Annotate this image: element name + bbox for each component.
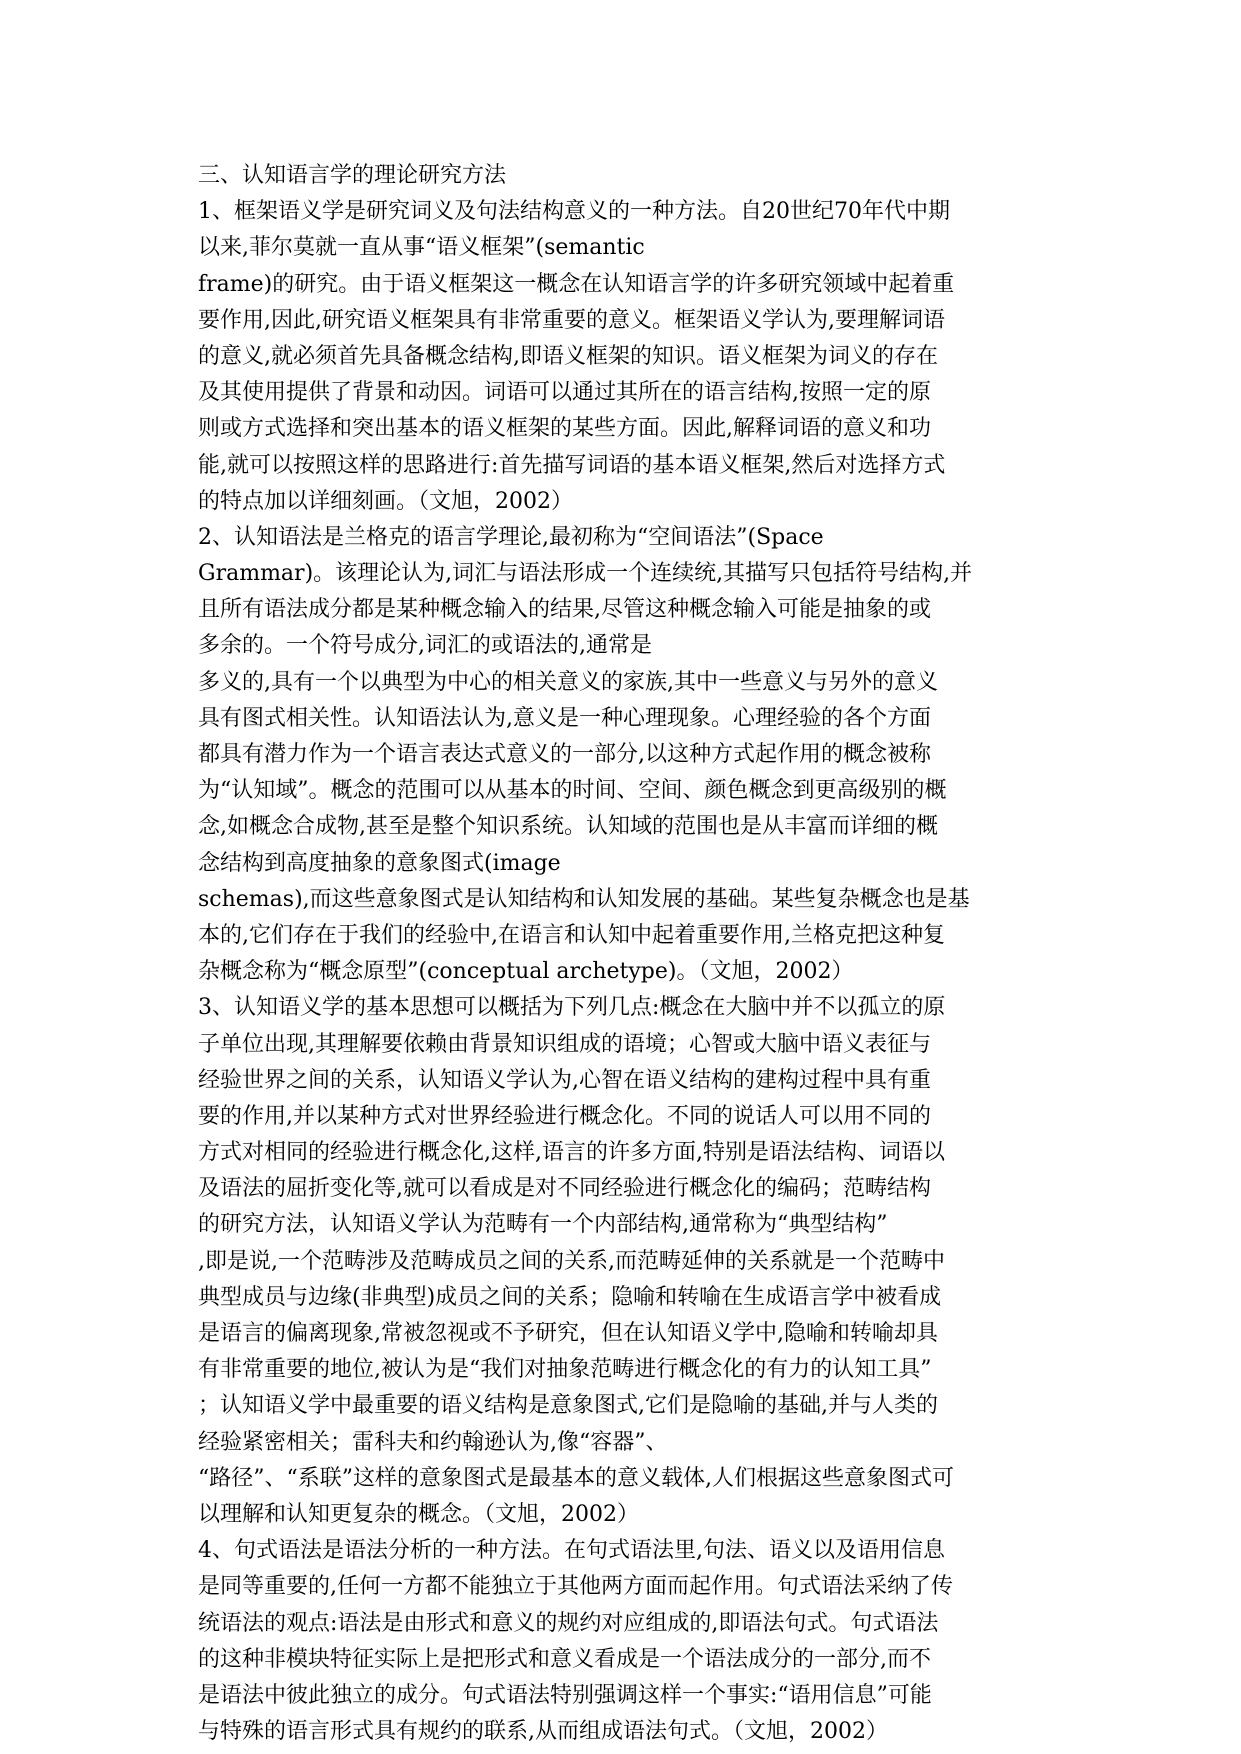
text-line: 本的,它们存在于我们的经验中,在语言和认知中起着重要作用,兰格克把这种复	[198, 922, 945, 948]
text-line: 1、框架语义学是研究词义及句法结构意义的一种方法。自20世纪70年代中期	[198, 199, 950, 225]
text-line: 子单位出现,其理解要依赖由背景知识组成的语境；心智或大脑中语义表征与	[198, 1031, 931, 1057]
document-body	[198, 158, 1058, 1750]
text-line: 经验世界之间的关系，认知语义学认为,心智在语义结构的建构过程中具有重	[198, 1067, 931, 1093]
text-line: 及语法的屈折变化等,就可以看成是对不同经验进行概念化的编码；范畴结构	[198, 1176, 931, 1202]
text-line: 2、认知语法是兰格克的语言学理论,最初称为“空间语法”(Space	[198, 524, 824, 550]
section-heading: 三、认知语言学的理论研究方法	[198, 163, 507, 188]
text-line: 的研究方法，认知语义学认为范畴有一个内部结构,通常称为“典型结构”	[198, 1212, 888, 1238]
text-line: 是语言的偏离现象,常被忽视或不予研究，但在认知语义学中,隐喻和转喻却具	[198, 1321, 938, 1346]
text-line: 统语法的观点:语法是由形式和意义的规约对应组成的,即语法句式。句式语法	[198, 1610, 939, 1636]
text-line: 有非常重要的地位,被认为是“我们对抽象范畴进行概念化的有力的认知工具”	[198, 1357, 932, 1383]
text-line: 为“认知域”。概念的范围可以从基本的时间、空间、颜色概念到更高级别的概	[198, 778, 947, 804]
text-line: 能,就可以按照这样的思路进行:首先描写词语的基本语义框架,然后对选择方式	[198, 452, 946, 478]
text-line: 以理解和认知更复杂的概念。（文旭，2002）	[198, 1501, 639, 1527]
text-line: 要作用,因此,研究语义框架具有非常重要的意义。框架语义学认为,要理解词语	[198, 307, 945, 333]
text-line: 且所有语法成分都是某种概念输入的结果,尽管这种概念输入可能是抽象的或	[198, 597, 931, 623]
text-line: 的这种非模块特征实际上是把形式和意义看成是一个语法成分的一部分,而不	[198, 1646, 931, 1672]
text-line: 多义的,具有一个以典型为中心的相关意义的家族,其中一些意义与另外的意义	[198, 669, 938, 695]
text-line: 都具有潜力作为一个语言表达式意义的一部分,以这种方式起作用的概念被称	[198, 742, 931, 767]
text-line: 方式对相同的经验进行概念化,这样,语言的许多方面,特别是语法结构、词语以	[198, 1140, 945, 1166]
text-line: frame)的研究。由于语义框架这一概念在认知语言学的许多研究领域中起着重	[198, 271, 955, 297]
text-line: 以来,菲尔莫就一直从事“语义框架”(semantic	[198, 235, 645, 261]
text-line: 及其使用提供了背景和动因。词语可以通过其所在的语言结构,按照一定的原	[198, 380, 931, 406]
text-line: 要的作用,并以某种方式对世界经验进行概念化。不同的说话人可以用不同的	[198, 1103, 931, 1129]
text-line: 是语法中彼此独立的成分。句式语法特别强调这样一个事实:“语用信息”可能	[198, 1682, 932, 1708]
text-line: 具有图式相关性。认知语法认为,意义是一种心理现象。心理经验的各个方面	[198, 705, 931, 731]
text-line: 4、句式语法是语法分析的一种方法。在句式语法里,句法、语义以及语用信息	[198, 1538, 945, 1564]
text-line: 是同等重要的,任何一方都不能独立于其他两方面而起作用。句式语法采纳了传	[198, 1574, 953, 1600]
text-line: 念结构到高度抽象的意象图式(image	[198, 850, 561, 876]
text-line: 典型成员与边缘(非典型)成员之间的关系；隐喻和转喻在生成语言学中被看成	[198, 1284, 942, 1310]
text-line: 念,如概念合成物,甚至是整个知识系统。认知域的范围也是从丰富而详细的概	[198, 814, 938, 840]
text-line: ,即是说,一个范畴涉及范畴成员之间的关系,而范畴延伸的关系就是一个范畴中	[198, 1248, 945, 1274]
text-line: 与特殊的语言形式具有规约的联系,从而组成语法句式。（文旭，2002）	[198, 1719, 888, 1745]
text-line: 杂概念称为“概念原型”(conceptual archetype)。（文旭，2002）	[198, 959, 854, 985]
text-line: 3、认知语义学的基本思想可以概括为下列几点:概念在大脑中并不以孤立的原	[198, 995, 946, 1021]
text-line: 多余的。一个符号成分,词汇的或语法的,通常是	[198, 633, 652, 659]
text-line: 经验紧密相关；雷科夫和约翰逊认为,像“容器”、	[198, 1429, 668, 1455]
text-line: 则或方式选择和突出基本的语义框架的某些方面。因此,解释词语的意义和功	[198, 416, 931, 442]
text-line: 的意义,就必须首先具备概念结构,即语义框架的知识。语义框架为词义的存在	[198, 343, 938, 369]
text-line: schemas),而这些意象图式是认知结构和认知发展的基础。某些复杂概念也是基	[198, 886, 970, 912]
text-line: Grammar)。该理论认为,词汇与语法形成一个连续统,其描写只包括符号结构,并	[198, 561, 973, 587]
text-line: ；认知语义学中最重要的语义结构是意象图式,它们是隐喻的基础,并与人类的	[198, 1393, 938, 1419]
text-line: 的特点加以详细刻画。（文旭，2002）	[198, 488, 573, 514]
text-line: “路径”、“系联”这样的意象图式是最基本的意义载体,人们根据这些意象图式可	[198, 1465, 954, 1491]
